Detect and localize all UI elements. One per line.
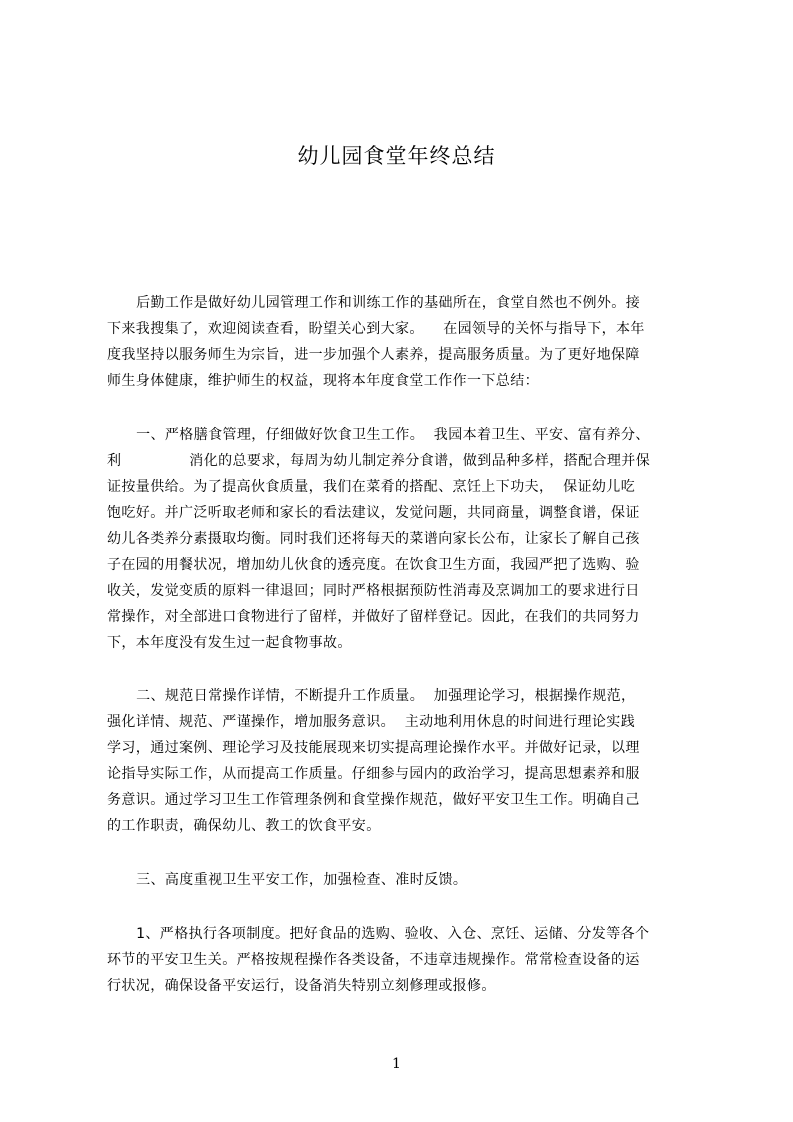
paragraph-line: 二、规范日常操作详情，不断提升工作质量。 加强理论学习，根据操作规范， xyxy=(107,688,636,704)
paragraph-line: 下来我搜集了，欢迎阅读查看，盼望关心到大家。 在园领导的关怀与指导下，本年 xyxy=(107,321,645,337)
paragraph-line: 饱吃好。并广泛听取老师和家长的看法建议，发觉问题，共同商量，调整食谱，保证 xyxy=(107,505,640,521)
paragraph-line: 利 消化的总要求，每周为幼儿制定养分食谱，做到品种多样，搭配合理并保 xyxy=(107,453,651,469)
paragraph-line: 一、严格膳食管理，仔细做好饮食卫生工作。 我园本着卫生、平安、富有养分、 xyxy=(107,427,650,443)
paragraph-line: 论指导实际工作，从而提高工作质量。仔细参与园内的政治学习，提高思想素养和服 xyxy=(107,766,640,782)
paragraph-line: 学习，通过案例、理论学习及技能展现来切实提高理论操作水平。并做好记录，以理 xyxy=(107,740,640,756)
paragraph-line: 师生身体健康，维护师生的权益，现将本年度食堂工作作一下总结： xyxy=(107,373,539,389)
paragraph-line: 务意识。通过学习卫生工作管理条例和食堂操作规范，做好平安卫生工作。明确自己 xyxy=(107,792,640,808)
paragraph-line: 度我坚持以服务师生为宗旨，进一步加强个人素养，提高服务质量。为了更好地保障 xyxy=(107,347,640,363)
page-number: 1 xyxy=(392,1056,401,1072)
paragraph-line: 常操作，对全部进口食物进行了留样，并做好了留样登记。因此，在我们的共同努力 xyxy=(107,609,640,625)
paragraph-line: 子在园的用餐状况，增加幼儿伙食的透亮度。在饮食卫生方面，我园严把了选购、验 xyxy=(107,557,640,573)
paragraph-line: 强化详情、规范、严谨操作，增加服务意识。 主动地利用休息的时间进行理论实践 xyxy=(107,714,636,730)
paragraph-line: 环节的平安卫生关。严格按规程操作各类设备，不违章违规操作。常常检查设备的运 xyxy=(107,952,640,968)
paragraph-line: 下，本年度没有发生过一起食物事故。 xyxy=(107,635,352,651)
section-heading: 三、高度重视卫生平安工作，加强检查、准时反馈。 xyxy=(107,872,468,888)
paragraph-line: 行状况，确保设备平安运行，设备消失特别立刻修理或报修。 xyxy=(107,978,496,994)
paragraph-line: 幼儿各类养分素摄取均衡。同时我们还将每天的菜谱向家长公布，让家长了解自己孩 xyxy=(107,531,640,547)
paragraph-line: 1、严格执行各项制度。把好食品的选购、验收、入仓、烹饪、运储、分发等各个 xyxy=(107,926,650,942)
paragraph-line: 后勤工作是做好幼儿园管理工作和训练工作的基础所在，食堂自然也不例外。接 xyxy=(107,295,641,311)
paragraph-line: 证按量供给。为了提高伙食质量，我们在菜肴的搭配、烹饪上下功夫， 保证幼儿吃 xyxy=(107,479,636,495)
paragraph-line: 的工作职责，确保幼儿、教工的饮食平安。 xyxy=(107,818,381,834)
paragraph-line: 收关，发觉变质的原料一律退回；同时严格根据预防性消毒及烹调加工的要求进行日 xyxy=(107,583,640,599)
page-title: 幼儿园食堂年终总结 xyxy=(297,144,496,168)
